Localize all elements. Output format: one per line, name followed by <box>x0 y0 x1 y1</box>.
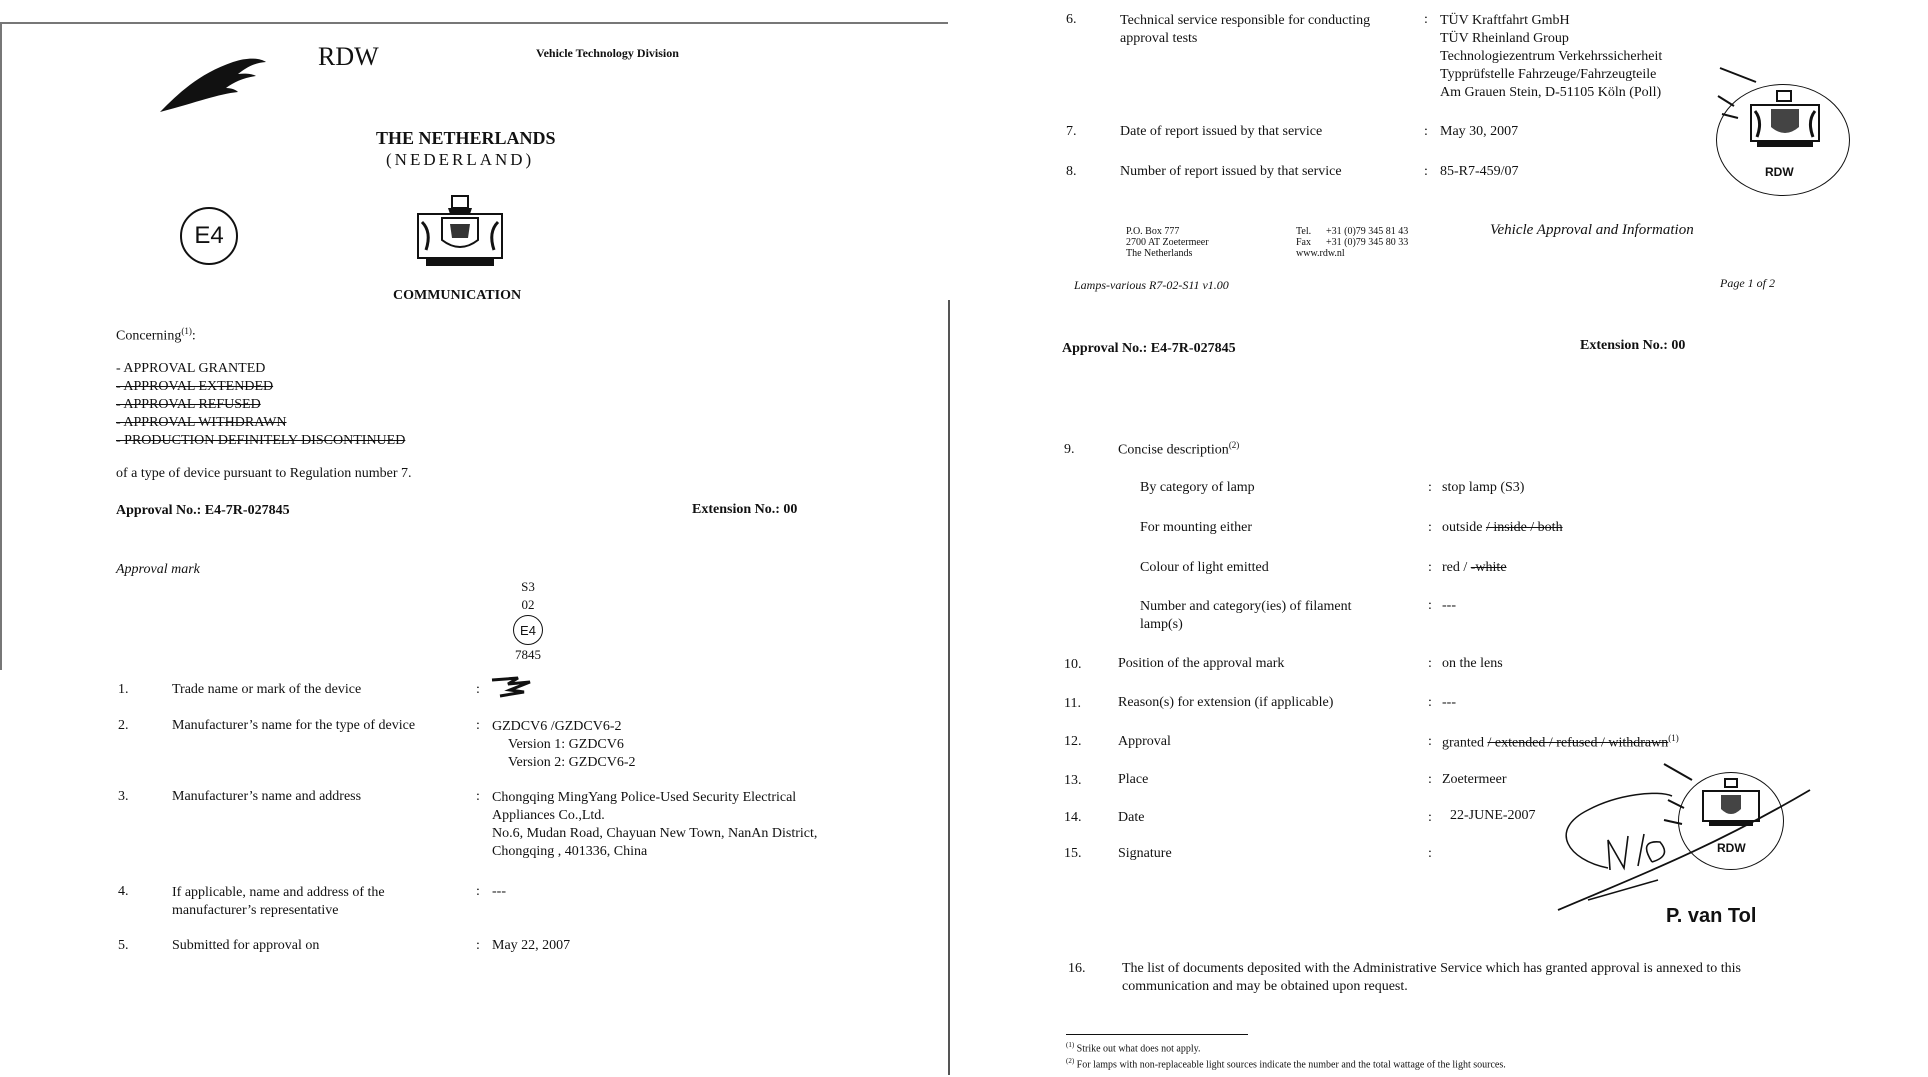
item-4-colon: : <box>476 884 480 899</box>
item-9-label-text: Concise description <box>1118 442 1229 458</box>
item-11-label: Reason(s) for extension (if applicable) <box>1118 695 1334 710</box>
approval-value-struck: / extended / refused / withdrawn <box>1487 735 1669 751</box>
item-6-num: 6. <box>1066 12 1077 27</box>
item-16-text <box>1122 960 1741 996</box>
item-13-num: 13. <box>1064 773 1082 788</box>
signer-name: P. van Tol <box>1666 905 1757 927</box>
division-name: Vehicle Technology Division <box>536 46 679 60</box>
item-7-colon: : <box>1424 124 1428 139</box>
item-8-label: Number of report issued by that service <box>1120 164 1342 179</box>
item-16-line-2: communication and may be obtained upon request. <box>1122 979 1408 994</box>
item-4-label <box>172 884 385 920</box>
doc-reference: Lamps-various R7-02-S11 v1.00 <box>1074 278 1229 292</box>
stamp-bottom-coat-of-arms-icon <box>1699 777 1763 833</box>
filament-label-line-1: Number and category(ies) of filament <box>1140 599 1352 614</box>
mark-series: 02 <box>521 597 535 612</box>
item-12-label: Approval <box>1118 734 1171 749</box>
manufacturer-line-1: Chongqing MingYang Police-Used Security Electrical <box>492 790 797 805</box>
item-15-num: 15. <box>1064 846 1082 861</box>
item-4-value: --- <box>492 884 506 899</box>
manufacturer-line-3: No.6, Mudan Road, Chayuan New Town, NanAn District, <box>492 826 818 841</box>
tel-label: Tel. <box>1296 226 1312 237</box>
footnote-rule <box>1066 1034 1248 1035</box>
approval-value-sup: (1) <box>1668 733 1679 743</box>
item-1-num: 1. <box>118 682 129 697</box>
extension-number-p2: Extension No.: 00 <box>1580 338 1686 353</box>
approval-number-p2: Approval No.: E4-7R-027845 <box>1062 341 1236 356</box>
sub-item-category-value: stop lamp (S3) <box>1442 480 1525 495</box>
status-list <box>116 360 405 450</box>
mark-number: 7845 <box>515 647 541 662</box>
e-mark-text: E4 <box>194 222 224 249</box>
item-13-value: Zoetermeer <box>1442 772 1507 787</box>
item-7-num: 7. <box>1066 124 1077 139</box>
item-3-colon: : <box>476 789 480 804</box>
sub-item-colour-value <box>1442 560 1507 576</box>
item-11-value: --- <box>1442 695 1456 710</box>
trade-mark-logo-icon <box>490 676 536 698</box>
item-16-num: 16. <box>1068 961 1086 976</box>
approval-value-text: granted <box>1442 735 1488 751</box>
mounting-value-struck: / inside / both <box>1485 520 1563 535</box>
org-name: RDW <box>318 42 379 71</box>
item-4-label-line-2: manufacturer’s representative <box>172 903 339 918</box>
sub-item-category-label: By category of lamp <box>1140 480 1255 495</box>
item-6-label-line-1: Technical service responsible for conducting <box>1120 13 1371 28</box>
footnotes <box>1066 1040 1506 1071</box>
sub-item-filament-colon: : <box>1428 598 1432 613</box>
stamp-text-bottom: RDW <box>1717 841 1746 855</box>
item-9-num: 9. <box>1064 442 1075 457</box>
status-extended: - APPROVAL EXTENDED <box>116 379 274 394</box>
item-5-value: May 22, 2007 <box>492 938 571 953</box>
item-10-num: 10. <box>1064 657 1082 672</box>
concerning-text: Concerning <box>116 328 182 344</box>
communication-heading: COMMUNICATION <box>393 288 522 303</box>
item-4-num: 4. <box>118 884 129 899</box>
left-border <box>0 22 2 670</box>
country-local: (NEDERLAND) <box>386 150 535 169</box>
tech-service-line-5: Am Grauen Stein, D-51105 Köln (Poll) <box>1440 85 1662 100</box>
item-2-value <box>492 718 636 772</box>
item-2-label: Manufacturer’s name for the type of device <box>172 718 416 733</box>
tel-number: +31 (0)79 345 81 43 <box>1326 226 1409 237</box>
extension-number: Extension No.: 00 <box>692 502 798 517</box>
footnote-2-mark: (2) <box>1066 1057 1075 1066</box>
footnote-1-text: Strike out what does not apply. <box>1076 1043 1201 1055</box>
mark-category: S3 <box>521 579 535 594</box>
footer-address <box>1126 226 1209 259</box>
item-8-num: 8. <box>1066 164 1077 179</box>
item-4-label-line-1: If applicable, name and address of the <box>172 885 385 900</box>
approval-mark <box>508 578 548 664</box>
colour-value-text: red / <box>1442 560 1471 575</box>
status-discontinued: - PRODUCTION DEFINITELY DISCONTINUED <box>116 433 406 448</box>
e-mark-circle <box>180 207 238 265</box>
item-15-colon: : <box>1428 846 1432 861</box>
item-8-colon: : <box>1424 164 1428 179</box>
mark-e-circle <box>513 615 543 645</box>
sub-item-mounting-label: For mounting either <box>1140 520 1252 535</box>
item-3-label: Manufacturer’s name and address <box>172 789 362 804</box>
regulation-text: of a type of device pursuant to Regulation number 7. <box>116 466 412 481</box>
item-3-num: 3. <box>118 789 129 804</box>
footer-address-line-2: 2700 AT Zoetermeer <box>1126 237 1209 248</box>
item-5-colon: : <box>476 938 480 953</box>
tech-service-line-2: TÜV Rheinland Group <box>1440 31 1569 46</box>
stamp-text-top: RDW <box>1765 165 1794 179</box>
approval-number: Approval No.: E4-7R-027845 <box>116 503 290 518</box>
status-granted: - APPROVAL GRANTED <box>116 361 266 376</box>
item-10-value: on the lens <box>1442 656 1503 671</box>
filament-label-line-2: lamp(s) <box>1140 617 1183 632</box>
status-withdrawn: - APPROVAL WITHDRAWN <box>116 415 287 430</box>
footer-tagline: Vehicle Approval and Information <box>1490 222 1694 238</box>
mounting-value-text: outside <box>1442 520 1486 535</box>
item-8-value: 85-R7-459/07 <box>1440 164 1519 179</box>
footer-address-line-1: P.O. Box 777 <box>1126 226 1180 237</box>
item-13-colon: : <box>1428 772 1432 787</box>
item-15-label: Signature <box>1118 846 1172 861</box>
status-refused: - APPROVAL REFUSED <box>116 397 261 412</box>
footnote-2-text: For lamps with non-replaceable light sources indicate the number and the total wattage of the light sources. <box>1076 1059 1506 1071</box>
stamp-bottom-swoosh-icon <box>1662 760 1702 840</box>
item-6-colon: : <box>1424 12 1428 27</box>
item-7-value: May 30, 2007 <box>1440 124 1519 139</box>
country-title: THE NETHERLANDS <box>376 128 556 148</box>
item-10-label: Position of the approval mark <box>1118 656 1285 671</box>
footnote-1-mark: (1) <box>1066 1041 1075 1049</box>
sub-item-category-colon: : <box>1428 480 1432 495</box>
tech-service-line-3: Technologiezentrum Verkehrssicherheit <box>1440 49 1663 64</box>
item-2-num: 2. <box>118 718 129 733</box>
item-14-value: 22-JUNE-2007 <box>1450 808 1536 823</box>
fax-number: +31 (0)79 345 80 33 <box>1326 237 1409 248</box>
item-9-sup: (2) <box>1228 440 1240 450</box>
sub-item-filament-label <box>1140 598 1351 634</box>
item-2-value-main: GZDCV6 /GZDCV6-2 <box>492 719 622 734</box>
item-2-version-1: Version 1: GZDCV6 <box>508 737 624 752</box>
item-12-value <box>1442 733 1679 752</box>
item-14-colon: : <box>1428 810 1432 825</box>
item-3-value <box>492 789 817 861</box>
tech-service-line-1: TÜV Kraftfahrt GmbH <box>1440 13 1570 28</box>
item-13-label: Place <box>1118 772 1149 787</box>
concerning-label <box>116 326 196 345</box>
tech-service-line-4: Typprüfstelle Fahrzeuge/Fahrzeugteile <box>1440 67 1657 82</box>
page-divider <box>948 300 950 1075</box>
item-6-label <box>1120 12 1370 48</box>
website: www.rdw.nl <box>1296 248 1345 259</box>
sub-item-mounting-value <box>1442 520 1563 536</box>
footer-contacts <box>1296 226 1408 259</box>
sub-item-colour-label: Colour of light emitted <box>1140 560 1269 575</box>
mark-e-text: E4 <box>520 622 536 638</box>
footer-address-line-3: The Netherlands <box>1126 248 1193 259</box>
item-12-colon: : <box>1428 734 1432 749</box>
item-9-label <box>1118 440 1239 459</box>
fax-label: Fax <box>1296 237 1311 248</box>
netherlands-coat-of-arms-icon <box>412 192 508 270</box>
item-14-num: 14. <box>1064 810 1082 825</box>
item-11-colon: : <box>1428 695 1432 710</box>
item-5-num: 5. <box>118 938 129 953</box>
item-1-colon: : <box>476 682 480 697</box>
item-5-label: Submitted for approval on <box>172 938 320 953</box>
item-1-label: Trade name or mark of the device <box>172 682 362 697</box>
stamp-swoosh-icon <box>1716 62 1776 132</box>
colour-value-struck: -white <box>1470 560 1507 575</box>
sub-item-filament-value: --- <box>1442 598 1456 613</box>
top-border <box>0 22 948 24</box>
sub-item-colour-colon: : <box>1428 560 1432 575</box>
item-7-label: Date of report issued by that service <box>1120 124 1323 139</box>
manufacturer-line-2: Appliances Co.,Ltd. <box>492 808 605 823</box>
rdw-logo-icon <box>158 54 268 116</box>
item-10-colon: : <box>1428 656 1432 671</box>
item-2-version-2: Version 2: GZDCV6-2 <box>508 755 636 770</box>
manufacturer-line-4: Chongqing , 401336, China <box>492 844 648 859</box>
item-16-line-1: The list of documents deposited with the Administrative Service which has granted approval is annexed to this <box>1122 961 1741 976</box>
item-6-value <box>1440 12 1662 102</box>
concerning-colon: : <box>191 328 196 344</box>
item-6-label-line-2: approval tests <box>1120 31 1198 46</box>
item-14-label: Date <box>1118 810 1145 825</box>
sub-item-mounting-colon: : <box>1428 520 1432 535</box>
item-2-colon: : <box>476 718 480 733</box>
item-11-num: 11. <box>1064 696 1081 711</box>
item-12-num: 12. <box>1064 734 1082 749</box>
page-number: Page 1 of 2 <box>1720 276 1775 290</box>
concerning-sup: (1) <box>181 326 192 336</box>
approval-mark-label: Approval mark <box>116 562 200 577</box>
